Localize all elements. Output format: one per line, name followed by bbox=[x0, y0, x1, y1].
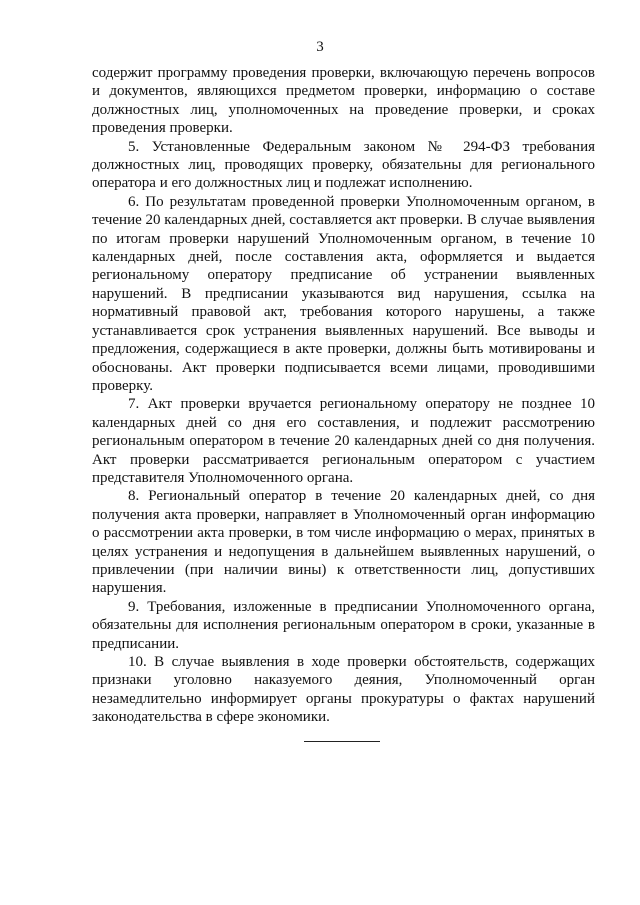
page-number: 3 bbox=[316, 39, 324, 55]
paragraph-9: 9. Требования, изложенные в предписании Уполномоченного органа, обязательны для исполнения региональным оператором в сроки, указанные в предписании. bbox=[92, 598, 595, 652]
end-separator-line bbox=[304, 741, 380, 742]
paragraph-6: 6. По результатам проведенной проверки Уполномоченным органом, в течение 20 календарных дней, составляется акт проверки. В случае выявления по итогам проверки нарушений Уполномоченным органом, в течение 10 календарных дней, после составления акта, оформляется и выдается региональному оператору предписание об устранении выявленных нарушений. В предписании указываются вид нарушения, ссылка на нормативный правовой акт, требования которого нарушены, а также устанавливается срок устранения выявленных нарушений. Все выводы и предложения, содержащиеся в акте проверки, должны быть мотивированы и обоснованы. Акт проверки подписывается всеми лицами, проводившими проверку. bbox=[92, 193, 595, 394]
paragraph-continuation: содержит программу проведения проверки, включающую перечень вопросов и документов, являющихся предметом проверки, информацию о составе должностных лиц, уполномоченных на проведение проверки, и сроках проведения проверки. bbox=[92, 65, 595, 137]
paragraph-8: 8. Региональный оператор в течение 20 календарных дней, со дня получения акта проверки, направляет в Уполномоченный орган информацию о рассмотрении акта проверки, в том числе информацию о мерах, принятых в целях устранения и недопущения в дальнейшем выявленных нарушений, о привлечении (при наличии вины) к ответственности лиц, допустивших нарушения. bbox=[92, 488, 595, 597]
paragraph-5: 5. Установленные Федеральным законом № 294-ФЗ требования должностных лиц, проводящих проверку, обязательны для регионального оператора и его должностных лиц и подлежат исполнению. bbox=[92, 138, 595, 192]
document-body bbox=[92, 64, 595, 727]
paragraph-10: 10. В случае выявления в ходе проверки обстоятельств, содержащих признаки уголовно наказуемого деяния, Уполномоченный орган незамедлительно информирует органы прокуратуры о фактах нарушений законодательства в сфере экономики. bbox=[92, 654, 595, 726]
paragraph-7: 7. Акт проверки вручается региональному оператору не позднее 10 календарных дней со дня его составления, и подлежит рассмотрению региональным оператором в течение 20 календарных дней со дня получения. Акт проверки рассматривается региональным оператором с участием представителя Уполномоченного органа. bbox=[92, 396, 595, 486]
